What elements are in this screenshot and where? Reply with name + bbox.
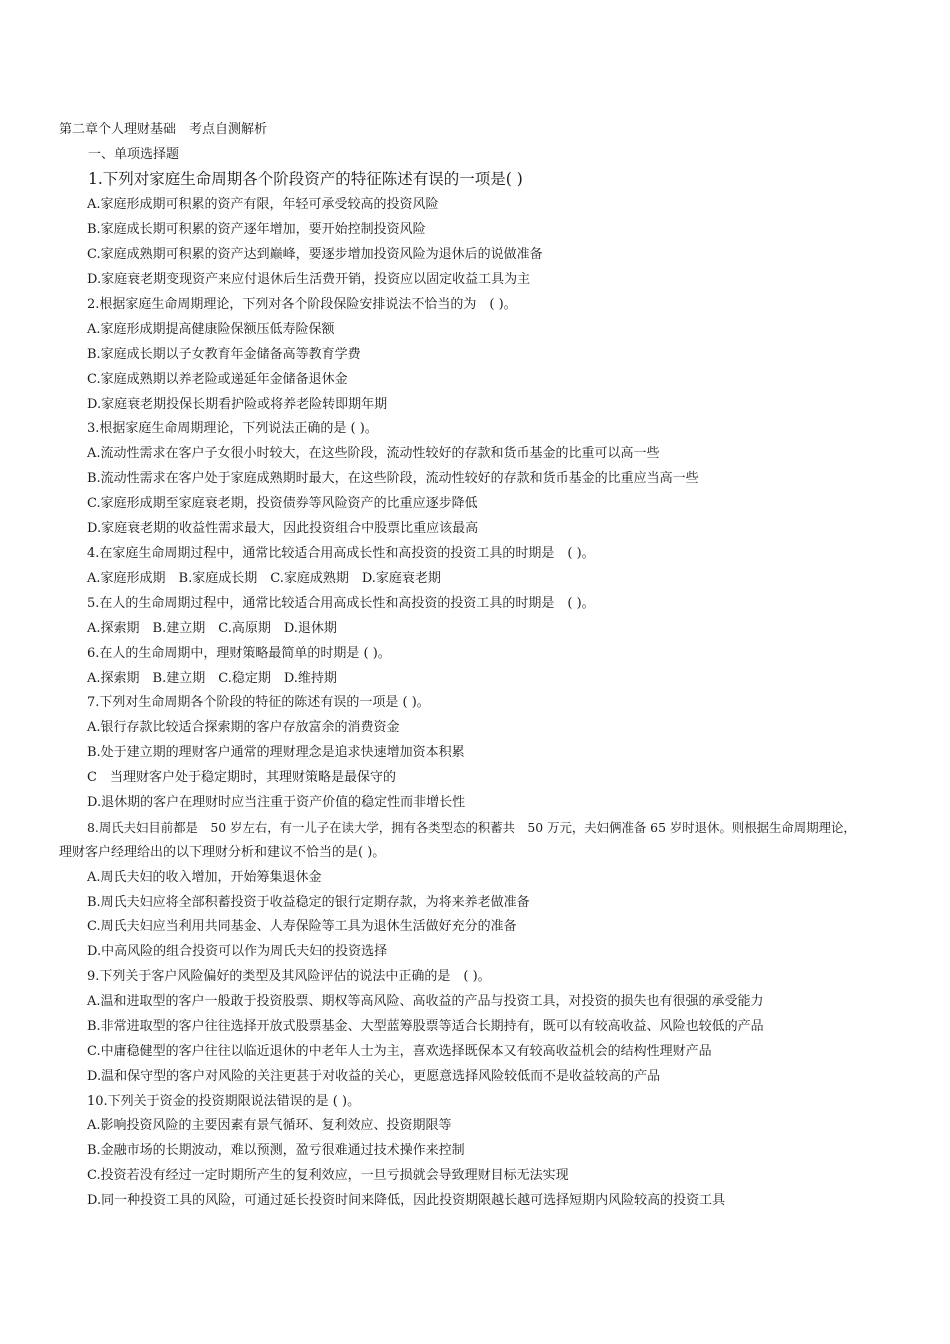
option-3a: A.流动性需求在客户子女很小时较大，在这些阶段，流动性较好的存款和货币基金的比重可以高一些	[87, 446, 660, 461]
question-10: 10.下列关于资金的投资期限说法错误的是 ( )。	[87, 1094, 361, 1109]
document-heading: 第二章个人理财基础 考点自测解析	[59, 122, 268, 137]
option-8c: C.周氏夫妇应当利用共同基金、人寿保险等工具为退休生活做好充分的准备	[87, 919, 517, 934]
question-3: 3.根据家庭生命周期理论，下列说法正确的是 ( )。	[87, 421, 378, 436]
section-title: 一、单项选择题	[88, 147, 180, 162]
options-4: A.家庭形成期 B.家庭成长期 C.家庭成熟期 D.家庭衰老期	[87, 571, 441, 586]
question-7: 7.下列对生命周期各个阶段的特征的陈述有误的一项是 ( )。	[87, 695, 430, 710]
option-7b: B.处于建立期的理财客户通常的理财理念是追求快速增加资本积累	[87, 745, 465, 760]
question-8-continued: 理财客户经理给出的以下理财分析和建议不恰当的是( )。	[59, 845, 386, 860]
option-7a: A.银行存款比较适合探索期的客户存放富余的消费资金	[87, 720, 400, 735]
option-10b: B.金融市场的长期波动，难以预测，盈亏很难通过技术操作来控制	[87, 1143, 465, 1158]
option-7c: C 当理财客户处于稳定期时，其理财策略是最保守的	[87, 770, 396, 785]
option-7d: D.退休期的客户在理财时应当注重于资产价值的稳定性而非增长性	[87, 795, 466, 810]
option-2d: D.家庭衰老期投保长期看护险或将养老险转即期年期	[87, 397, 388, 412]
option-2b: B.家庭成长期以子女教育年金储备高等教育学费	[87, 347, 361, 362]
options-6: A.探索期 B.建立期 C.稳定期 D.维持期	[87, 671, 337, 686]
question-6: 6.在人的生命周期中，理财策略最简单的时期是 ( )。	[87, 646, 391, 661]
question-2: 2.根据家庭生命周期理论，下列对各个阶段保险安排说法不恰当的为 ( )。	[87, 297, 517, 312]
option-10c: C.投资若没有经过一定时期所产生的复利效应，一旦亏损就会导致理财目标无法实现	[87, 1168, 569, 1183]
question-1: 1.下列对家庭生命周期各个阶段资产的特征陈述有误的一项是( )	[88, 170, 523, 188]
option-2a: A.家庭形成期提高健康险保额压低寿险保额	[87, 322, 335, 337]
question-9: 9.下列关于客户风险偏好的类型及其风险评估的说法中正确的是 ( )。	[87, 969, 491, 984]
option-9d: D.温和保守型的客户对风险的关注更甚于对收益的关心，更愿意选择风险较低而不是收益较高的产品	[87, 1069, 661, 1084]
option-2c: C.家庭成熟期以养老险或递延年金储备退休金	[87, 372, 348, 387]
option-8a: A.周氏夫妇的收入增加，开始筹集退休金	[87, 870, 322, 885]
question-4: 4.在家庭生命周期过程中，通常比较适合用高成长性和高投资的投资工具的时期是 ( )。	[87, 546, 595, 561]
question-5: 5.在人的生命周期过程中，通常比较适合用高成长性和高投资的投资工具的时期是 ( )。	[87, 596, 595, 611]
option-1b: B.家庭成长期可积累的资产逐年增加，要开始控制投资风险	[87, 222, 426, 237]
option-10a: A.影响投资风险的主要因素有景气循环、复利效应、投资期限等	[87, 1118, 452, 1133]
option-3b: B.流动性需求在客户处于家庭成熟期时最大，在这些阶段，流动性较好的存款和货币基金的比重应当高一些	[87, 471, 699, 486]
option-9b: B.非常进取型的客户往往选择开放式股票基金、大型蓝筹股票等适合长期持有，既可以有较高收益、风险也较低的产品	[87, 1019, 764, 1034]
option-8b: B.周氏夫妇应将全部积蓄投资于收益稳定的银行定期存款，为将来养老做准备	[87, 895, 530, 910]
option-9c: C.中庸稳健型的客户往往以临近退休的中老年人士为主，喜欢选择既保本又有较高收益机会的结构性理财产品	[87, 1044, 712, 1059]
option-9a: A.温和进取型的客户一般敢于投资股票、期权等高风险、高收益的产品与投资工具，对投资的损失也有很强的承受能力	[87, 994, 764, 1009]
question-8: 8.周氏夫妇目前都是 50 岁左右，有一儿子在读大学，拥有各类型态的积蓄共 50 万元，夫妇俩准备 65 岁时退休。则根据生命周期理论，	[87, 820, 856, 835]
option-3d: D.家庭衰老期的收益性需求最大，因此投资组合中股票比重应该最高	[87, 521, 479, 536]
option-8d: D.中高风险的组合投资可以作为周氏夫妇的投资选择	[87, 944, 388, 959]
option-3c: C.家庭形成期至家庭衰老期，投资债券等风险资产的比重应逐步降低	[87, 496, 478, 511]
option-1a: A.家庭形成期可积累的资产有限，年轻可承受较高的投资风险	[87, 197, 439, 212]
option-10d: D.同一种投资工具的风险，可通过延长投资时间来降低，因此投资期限越长越可选择短期内风险较高的投资工具	[87, 1193, 726, 1208]
option-1d: D.家庭衰老期变现资产来应付退休后生活费开销，投资应以固定收益工具为主	[87, 272, 531, 287]
options-5: A.探索期 B.建立期 C.高原期 D.退休期	[87, 621, 337, 636]
option-1c: C.家庭成熟期可积累的资产达到巅峰，要逐步增加投资风险为退休后的说做准备	[87, 247, 543, 262]
